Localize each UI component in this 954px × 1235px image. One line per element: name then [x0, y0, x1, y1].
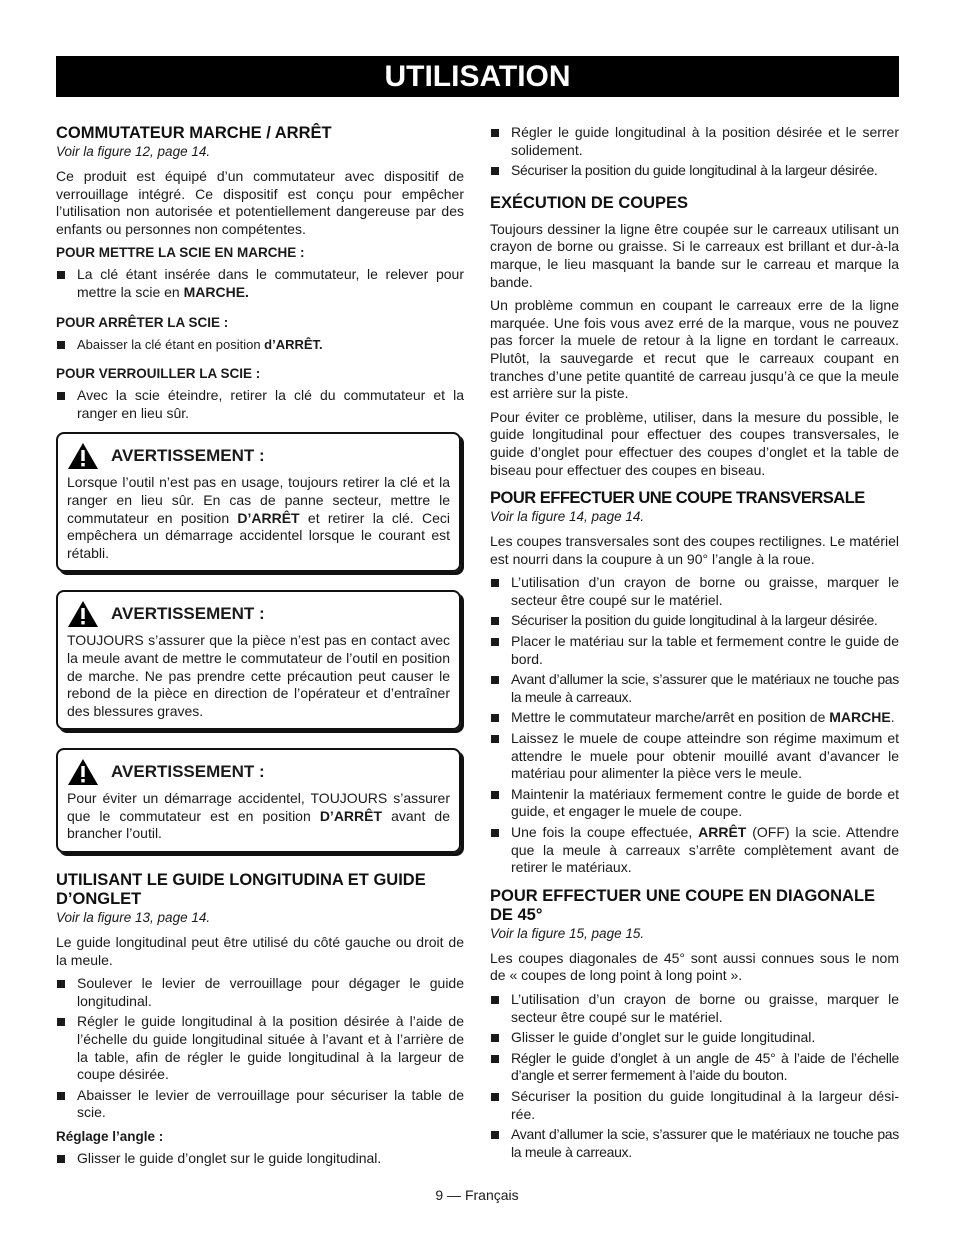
- section-title-guides: UTILISANT LE GUIDE LONGITUDINA ET GUIDE D’ONGLET: [56, 871, 426, 909]
- list-item: Placer le matériau sur la table et fermement contre le guide de bord.: [490, 633, 899, 668]
- subheading-on: POUR METTRE LA SCIE EN MARCHE :: [56, 245, 305, 261]
- list-item: Abaisser le levier de verrouillage pour sécuriser la table de scie.: [56, 1087, 464, 1122]
- subheading-lock: POUR VERROUILLER LA SCIE :: [56, 366, 261, 382]
- warning-box: [56, 432, 461, 572]
- warning-title: AVERTISSEMENT :: [111, 604, 265, 624]
- paragraph: Ce produit est équipé d’un commutateur avec dispositif de verrouillage intégré. Ce dispositif est conçu pour empêcher l’utilisation non autorisée et potentiellement dangereuse par des enfants ou personnes non compétentes.: [56, 168, 464, 237]
- list: [56, 387, 464, 422]
- paragraph: Le guide longitudinal peut être utilisé du côté gauche ou droit de la meule.: [56, 934, 464, 968]
- subheading-off: POUR ARRÊTER LA SCIE :: [56, 314, 229, 330]
- warning-box: [56, 590, 461, 730]
- list: [56, 975, 464, 1122]
- section-title-diagonal: POUR EFFECTUER UNE COUPE EN DIAGONALE DE 45°: [490, 886, 876, 924]
- list-item: La clé étant insérée dans le commutateur, le relever pour mettre la scie en MARCHE.: [56, 266, 464, 301]
- list-item: Avec la scie éteindre, retirer la clé du commutateur et la ranger en lieu sûr.: [56, 387, 464, 422]
- list-item: Laissez le muele de coupe atteindre son régime maximum et attendre le muele pour obtenir mouillé avant d’avancer le matériau pour alimenter la pièce vers le meule.: [490, 730, 899, 783]
- list-item: Abaisser la clé étant en position d’ARRÊT.: [56, 336, 464, 354]
- list: [56, 1150, 464, 1168]
- warning-title: AVERTISSEMENT :: [111, 446, 265, 466]
- figure-ref: Voir la figure 15, page 15.: [490, 925, 645, 941]
- list-item: Sécuriser la position du guide longitudinal à la largeur désirée.: [490, 162, 899, 180]
- figure-ref: Voir la figure 13, page 14.: [56, 910, 211, 926]
- list-item: Avant d’allumer la scie, s’assurer que le matériaux ne touche pas la meule à carreaux.: [490, 671, 899, 706]
- list-item: Régler le guide longitudinal à la position désirée à l’aide de l’échelle du guide longitudinal située à l’avant et à l’arrière de la table, afin de régler le guide longitudinal à la largeur de coupe désirée.: [56, 1013, 464, 1083]
- list-item: Glisser le guide d’onglet sur le guide longitudinal.: [56, 1150, 464, 1168]
- list-item: Glisser le guide d’onglet sur le guide longitudinal.: [490, 1029, 899, 1047]
- left-column: [56, 124, 464, 1174]
- warning-title: AVERTISSEMENT :: [111, 762, 265, 782]
- warning-text: Pour éviter un démarrage accidentel, TOUJOURS s’assurer que le commutateur est en position D’ARRÊT avant de brancher l’outil.: [67, 790, 450, 842]
- right-column: [490, 124, 899, 1167]
- list: [490, 574, 899, 877]
- warning-triangle-icon: [67, 758, 99, 786]
- list-item: Avant d’allumer la scie, s’assurer que le matériaux ne touche pas la meule à carreaux.: [490, 1126, 899, 1161]
- paragraph: Toujours dessiner la ligne être coupée sur le carreaux utilisant un crayon de borne ou graisse. Si le carreaux est brillant et dur-à-la marque, le lieu masquant la bande sur le carreau et marque la bande.: [490, 220, 899, 290]
- list-item: Régler le guide d’onglet à un angle de 45° à l’aide de l’échelle d’angle et serrer fermement à l’aide du bouton.: [490, 1050, 899, 1085]
- list: [490, 124, 899, 180]
- list: [490, 991, 899, 1161]
- list: [56, 266, 464, 301]
- figure-ref: Voir la figure 12, page 14.: [56, 144, 211, 159]
- list-item: Sécuriser la position du guide longitudinal à la largeur dési-rée.: [490, 1088, 899, 1123]
- list: [56, 336, 464, 354]
- list-item: Mettre le commutateur marche/arrêt en position de MARCHE.: [490, 709, 899, 727]
- list-item: Sécuriser la position du guide longitudinal à la largeur désirée.: [490, 612, 899, 630]
- paragraph: Les coupes diagonales de 45° sont aussi connues sous le nom de « coupes de long point à long point ».: [490, 949, 899, 984]
- page-banner: UTILISATION: [56, 56, 899, 97]
- section-title-crosscut: POUR EFFECTUER UNE COUPE TRANSVERSALE: [490, 489, 865, 508]
- section-title-switch: COMMUTATEUR MARCHE / ARRÊT: [56, 124, 332, 142]
- list-item: L’utilisation d’un crayon de borne ou graisse, marquer le secteur être coupé sur le matériel.: [490, 991, 899, 1026]
- subheading-angle: Réglage l’angle :: [56, 1129, 164, 1144]
- paragraph: Les coupes transversales sont des coupes rectilignes. Le matériel est nourri dans la coupure à un 90° l’angle à la roue.: [490, 533, 899, 567]
- figure-ref: Voir la figure 14, page 14.: [490, 509, 645, 525]
- paragraph: Un problème commun en coupant le carreaux erre de la ligne marquée. Une fois vous avez erré de la marque, vous ne pouvez pas forcer la muele de retour à la ligne en tordant le carreaux. Plutôt, la sauvegarde et recut que le carreaux coupant en tranches d’une petite quantité de carreau jusqu’à ce que la meule est arrière sur la piste.: [490, 297, 899, 402]
- list-item: Maintenir la matériaux fermement contre le guide de borde et guide, et engager le muele de coupe.: [490, 786, 899, 821]
- warning-box: [56, 748, 461, 853]
- warning-triangle-icon: [67, 442, 99, 470]
- page-footer: 9 — Français: [435, 1187, 519, 1203]
- list-item: L’utilisation d’un crayon de borne ou graisse, marquer le secteur être coupé sur le matériel.: [490, 574, 899, 609]
- warning-text: Lorsque l’outil n’est pas en usage, toujours retirer la clé et la ranger en lieu sûr. En cas de panne secteur, mettre le commutateur en position D’ARRÊT et retirer la clé. Ceci empêchera un démarrage accidentel lorsque le courant est rétabli.: [67, 474, 450, 561]
- warning-triangle-icon: [67, 600, 99, 628]
- paragraph: Pour éviter ce problème, utiliser, dans la mesure du possible, le guide longitudinal pour effectuer des coupes transversales, le guide d’onglet pour effectuer des coupes d’onglet et la table de biseau pour effectuer des coupes en biseau.: [490, 408, 899, 478]
- section-title-cuts: EXÉCUTION DE COUPES: [490, 193, 689, 212]
- list-item: Régler le guide longitudinal à la position désirée et le serrer solidement.: [490, 124, 899, 159]
- warning-text: TOUJOURS s’assurer que la pièce n’est pas en contact avec la meule avant de mettre le commutateur de l’outil en position de marche. Ne pas prendre cette précaution peut causer le rebond de la pièce en direction de l’opérateur et d’entraîner des blessures graves.: [67, 632, 450, 719]
- list-item: Une fois la coupe effectuée, ARRÊT (OFF) la scie. Attendre que la meule à carreaux s’arrête complètement avant de retirer le matériaux.: [490, 824, 899, 877]
- list-item: Soulever le levier de verrouillage pour dégager le guide longitudinal.: [56, 975, 464, 1010]
